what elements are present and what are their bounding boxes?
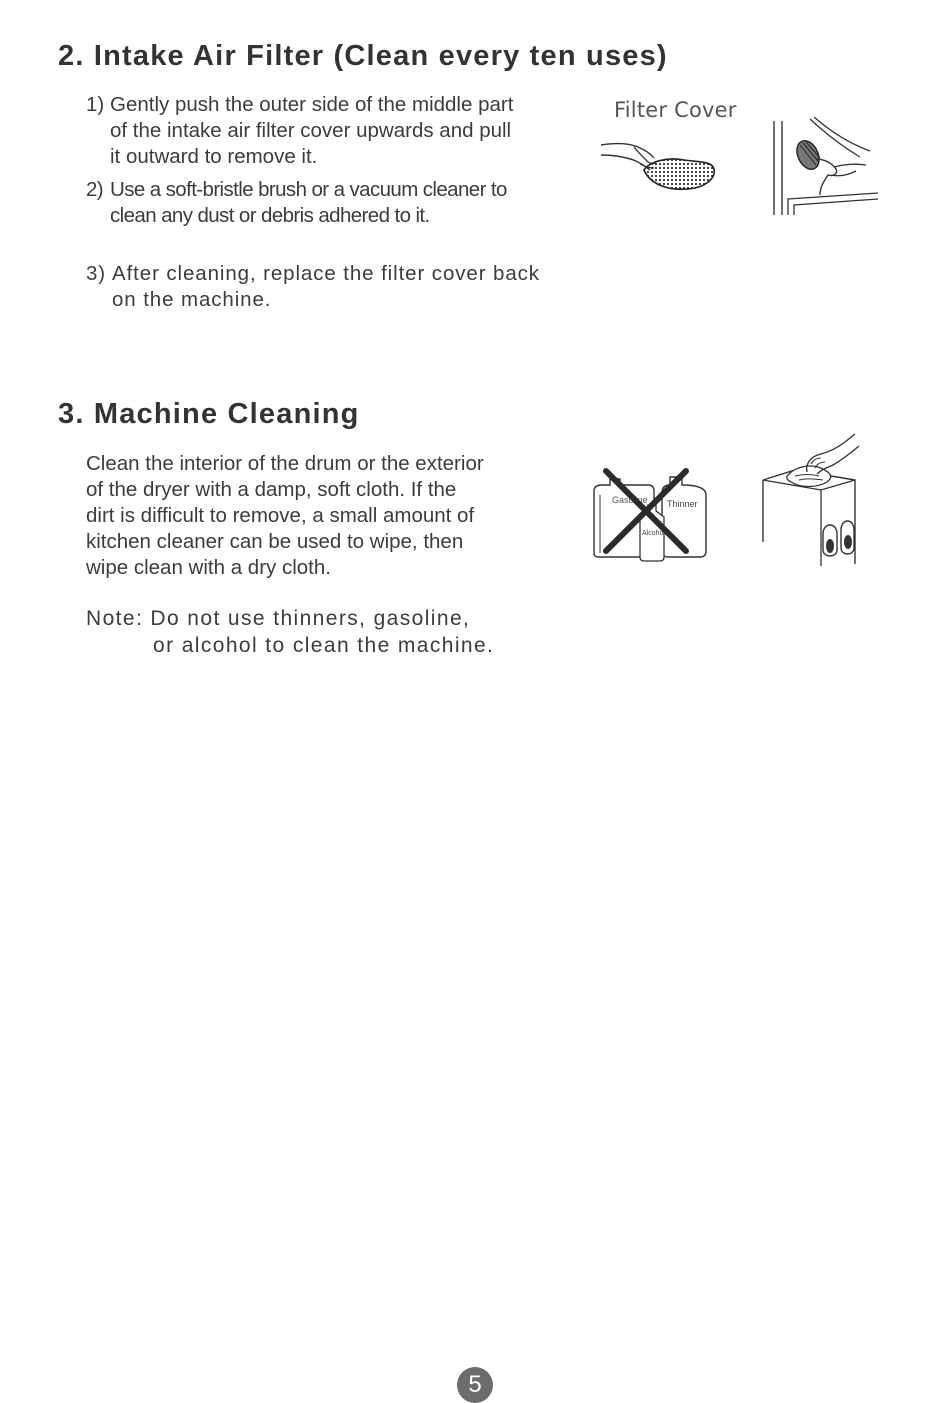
step-line: clean any dust or debris adhered to it. <box>110 204 430 227</box>
note-line: or alcohol to clean the machine. <box>153 634 495 657</box>
dryer-filter-location-illustration <box>770 115 882 220</box>
step-line: it outward to remove it. <box>110 145 318 168</box>
step-number: 2) <box>86 178 104 201</box>
step-2 <box>86 177 507 229</box>
note-line: Note: Do not use thinners, gasoline, <box>86 607 471 630</box>
paragraph-line: dirt is difficult to remove, a small amount of <box>86 504 475 527</box>
alcohol-label: Alcohol <box>642 530 665 537</box>
step-1 <box>86 92 513 170</box>
hand-removing-filter-cover-illustration <box>598 130 723 195</box>
paragraph-line: kitchen cleaner can be used to wipe, then <box>86 530 464 553</box>
gasoline-label: Gasoline <box>612 495 648 505</box>
cleaning-instructions <box>86 451 484 581</box>
filter-cover-caption: Filter Cover <box>614 98 737 122</box>
step-3 <box>86 261 540 313</box>
hand-wiping-machine-illustration <box>755 430 867 570</box>
step-number: 1) <box>86 93 105 116</box>
step-number: 3) <box>86 262 107 285</box>
paragraph-line: of the dryer with a damp, soft cloth. If the <box>86 478 457 501</box>
crossed-out-solvents-illustration <box>588 465 710 565</box>
paragraph-line: wipe clean with a dry cloth. <box>86 556 331 579</box>
step-line: on the machine. <box>112 288 272 311</box>
step-line: Gently push the outer side of the middle part <box>110 93 514 116</box>
paragraph-line: Clean the interior of the drum or the exterior <box>86 452 484 475</box>
section-3-heading: 3. Machine Cleaning <box>58 398 360 430</box>
thinner-label: Thinner <box>667 499 698 509</box>
step-line: of the intake air filter cover upwards and pull <box>110 119 512 142</box>
step-line: After cleaning, replace the filter cover back <box>112 262 540 285</box>
page-number-badge: 5 <box>457 1367 493 1403</box>
step-line: Use a soft-bristle brush or a vacuum cleaner to <box>110 178 507 201</box>
cleaning-note <box>86 605 494 659</box>
section-2-heading: 2. Intake Air Filter (Clean every ten uses) <box>58 40 668 72</box>
